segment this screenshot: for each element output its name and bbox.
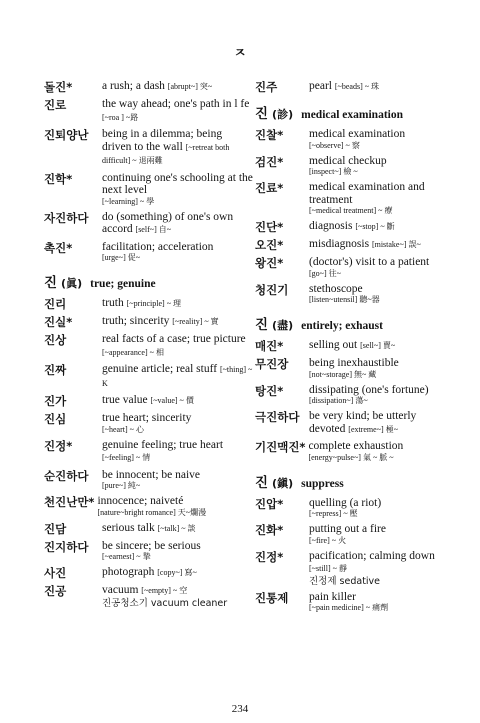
entry-definition: pain killer [~pain medicine] ~ 痛劑 [309,591,455,614]
section-hanja: (診) [272,108,294,121]
dictionary-entry [44,469,254,492]
entry-etymology: [~roa ] ~路 [102,112,139,122]
entry-definition: be sincere; be serious [~earnest] ~ 摯 [102,540,254,563]
dictionary-entry [44,297,254,311]
entry-headword: 진리 [44,297,67,311]
entry-definition: selling out [sell~] 賣~ [309,339,396,351]
dictionary-entry [255,440,455,463]
entry-headword: 자진하다 [44,210,89,225]
entry-headword: 진공 [44,584,67,598]
page-header-letter: ㅈ [233,46,247,61]
entry-etymology: [~beads] ~ 珠 [334,82,380,91]
entry-headword: 진학* [44,171,73,186]
section-hanja: (盡) [272,319,294,332]
entry-etymology: [~medical treatment] ~ 療 [309,206,393,215]
entry-subentry: 진정제 sedative [309,575,381,587]
page-number: 234 [231,703,249,715]
dictionary-entry [255,357,455,380]
dictionary-entry [44,584,254,609]
entry-headword: 청진기 [255,282,289,297]
entry-headword: 진실* [44,315,73,329]
dictionary-entry [44,439,254,465]
entry-etymology: [self~] 自~ [135,225,172,234]
entry-headword: 진가 [44,394,67,408]
entry-headword: 진짜 [44,363,67,377]
dictionary-entry [255,256,455,279]
entry-definition: medical checkup [inspect~] 檢 ~ [309,155,455,178]
entry-etymology: [mistake~] 誤~ [371,240,421,249]
dictionary-entry [255,220,455,234]
entry-etymology: [copy~] 寫~ [157,568,197,577]
entry-headword: 사진 [44,566,67,580]
dictionary-entry [44,394,254,408]
entry-etymology: [~stop] ~ 斷 [355,222,395,231]
left-column [44,80,254,613]
entry-etymology: [energy~pulse~] 氣 ~ 脈 ~ [308,452,394,462]
entry-etymology: [~reality] ~ 實 [172,317,219,326]
entry-etymology: [~still] ~ 靜 [309,564,347,573]
entry-headword: 진상 [44,333,67,347]
entry-headword: 진심 [44,412,67,426]
dictionary-entry [44,495,254,518]
entry-definition: do (something) of one's own accord [self~] 自~ [102,210,234,235]
dictionary-entry [255,591,455,614]
right-column [255,80,455,617]
entry-definition: facilitation; acceleration [urge~] 促~ [102,241,254,264]
section-heading [255,313,455,333]
entry-headword: 진료* [255,181,284,195]
entry-definition: true heart; sincerity [~heart] ~ 心 [102,412,254,435]
dictionary-entry [44,363,254,390]
entry-definition: truth [~principle] ~ 理 [102,297,182,309]
dictionary-entry [255,550,455,587]
section-meaning: entirely; exhaust [301,320,383,332]
entry-headword: 진단* [255,220,284,234]
entry-definition: a rush; a dash [abrupt~] 突~ [102,80,213,92]
entry-headword: 진담 [44,521,67,536]
section-heading [255,102,455,122]
dictionary-entry [255,339,455,353]
dictionary-entry [44,566,254,580]
entry-headword: 진통제 [255,590,289,605]
entry-definition: being in a dilemma; being driven to the wall [~retreat both difficult] ~ 退兩難 [102,128,230,165]
entry-headword: 순진하다 [44,468,89,483]
entry-etymology: [~empty] ~ 空 [141,586,188,595]
entry-etymology: [go~] 往~ [309,268,341,278]
entry-subentry: 진공청소기 vacuum cleaner [102,597,228,609]
dictionary-entry [44,522,254,536]
entry-definition: be innocent; be naive [pure~] 純~ [102,469,254,492]
entry-etymology: [~thing] ~ K [102,365,253,388]
entry-headword: 진주 [255,80,278,94]
section-headword: 진 [255,106,269,122]
entry-headword: 매진* [255,339,284,353]
dictionary-entry [44,412,254,435]
entry-etymology: [extreme~] 極~ [348,424,399,434]
entry-etymology: [~retreat both difficult] ~ 退兩難 [102,142,230,165]
entry-definition: photograph [copy~] 寫~ [102,566,197,578]
entry-definition: serious talk [~talk] ~ 談 [102,521,196,534]
entry-definition: pacification; calming down [~still] ~ 靜 진정제 sedative [309,550,455,587]
entry-definition: being inexhaustible [not~storage] 無~ 藏 [309,357,455,380]
entry-etymology: [~value] ~ 價 [150,396,194,405]
entry-etymology: [inspect~] 檢 ~ [309,167,358,176]
entry-definition: diagnosis [~stop] ~ 斷 [309,220,395,232]
dictionary-entry [44,128,254,168]
entry-etymology: [nature~bright romance] 天~爛漫 [97,507,207,517]
entry-etymology: [~appearance] ~ 相 [102,347,164,357]
dictionary-entry [44,333,254,359]
entry-definition: stethoscope [listen~utensil] 聽~器 [309,283,455,306]
entry-etymology: [~earnest] ~ 摯 [102,552,151,561]
dictionary-entry [255,283,455,306]
entry-definition: be very kind; be utterly devoted [extreme~] 極~ [309,410,417,435]
entry-headword: 오진* [255,238,284,252]
dictionary-entry [44,80,254,94]
entry-headword: 진정* [255,549,284,564]
dictionary-entry [44,211,254,237]
entry-etymology: [pure~] 純~ [102,481,141,490]
entry-headword: 돌진* [44,80,73,94]
dictionary-entry [255,181,455,216]
entry-etymology: [~observe] ~ 察 [309,140,360,150]
entry-headword: 진로 [44,98,67,112]
entry-headword: 천진난만* [44,495,95,509]
entry-definition: complete exhaustion [energy~pulse~] 氣 ~ 脈 ~ [308,440,455,463]
entry-etymology: [dissipation~] 蕩~ [309,396,368,405]
entry-headword: 진찰* [255,128,284,142]
entry-definition: true value [~value] ~ 價 [102,394,194,406]
dictionary-entry [44,315,254,329]
entry-headword: 무진장 [255,357,289,371]
dictionary-entry [44,540,254,563]
section-meaning: suppress [301,477,344,490]
dictionary-entry [255,410,455,436]
dictionary-entry [255,238,455,252]
dictionary-entry [255,384,455,407]
entry-etymology: [~heart] ~ 心 [102,424,144,434]
entry-definition: medical examination and treatment [~medical treatment] ~ 療 [309,181,455,216]
dictionary-entry [44,172,254,207]
section-headword: 진 [44,275,58,291]
entry-definition: misdiagnosis [mistake~] 誤~ [309,238,421,250]
entry-definition: genuine article; real stuff [~thing] ~ K [102,363,253,388]
entry-etymology: [~talk] ~ 談 [157,523,196,533]
entry-headword: 검진* [255,154,284,169]
entry-etymology: [~principle] ~ 理 [126,299,182,308]
entry-headword: 탕진* [255,383,284,398]
section-headword: 진 [255,317,269,333]
entry-definition: the way ahead; one's path in l fe [~roa ] ~路 [102,98,250,122]
entry-etymology: [listen~utensil] 聽~器 [309,295,380,304]
section-hanja: (眞) [61,277,83,290]
entry-definition: continuing one's schooling at the next level [~learning] ~ 學 [102,171,253,206]
entry-definition: quelling (a riot) [~repress] ~ 壓 [309,497,455,520]
section-meaning: true; genuine [90,278,156,290]
entry-definition: genuine feeling; true heart [~feeling] ~ 情 [102,438,224,462]
entry-etymology: [not~storage] 無~ 藏 [309,369,377,379]
entry-etymology: [~pain medicine] ~ 痛劑 [309,603,389,612]
entry-etymology: [~feeling] ~ 情 [102,453,151,462]
entry-headword: 진퇴양난 [44,128,89,142]
entry-definition: real facts of a case; true picture [~appearance] ~ 相 [102,333,246,357]
section-meaning: medical examination [301,109,404,121]
entry-etymology: [urge~] 促~ [102,253,141,262]
entry-headword: 진압* [255,496,284,511]
entry-definition: pearl [~beads] ~ 珠 [309,80,380,92]
entry-definition: vacuum [~empty] ~ 空 진공청소기 vacuum cleaner [102,584,254,609]
section-hanja: (鎭) [272,476,294,490]
entry-headword: 기진맥진* [255,440,306,454]
entry-headword: 왕진* [255,256,284,270]
entry-etymology: [abrupt~] 突~ [167,82,213,91]
entry-definition: (doctor's) visit to a patient [go~] 往~ [309,256,455,279]
entry-definition: truth; sincerity [~reality] ~ 實 [102,315,219,327]
entry-headword: 진화* [255,523,284,537]
entry-definition: dissipating (one's fortune) [dissipation~] 蕩~ [309,384,455,407]
entry-etymology: [~fire] ~ 火 [309,535,347,545]
entry-definition: medical examination [~observe] ~ 察 [309,128,455,151]
entry-definition: innocence; naiveté [nature~bright romance] 天~爛漫 [97,495,254,518]
entry-etymology: [~repress] ~ 壓 [309,509,358,518]
entry-headword: 극진하다 [255,410,300,424]
dictionary-entry [255,155,455,178]
entry-etymology: [sell~] 賣~ [360,341,396,350]
section-heading [255,471,455,491]
dictionary-entry [255,80,455,94]
entry-headword: 촉진* [44,240,73,255]
section-headword: 진 [255,474,269,491]
entry-headword: 진정* [44,438,73,453]
entry-headword: 진지하다 [44,539,89,554]
dictionary-entry [44,98,254,124]
dictionary-entry [255,523,455,546]
dictionary-entry [255,128,455,151]
dictionary-entry [255,497,455,520]
entry-etymology: [~learning] ~ 學 [102,196,155,206]
section-heading [44,271,254,291]
entry-definition: putting out a fire [~fire] ~ 火 [309,523,455,546]
dictionary-entry [44,241,254,264]
